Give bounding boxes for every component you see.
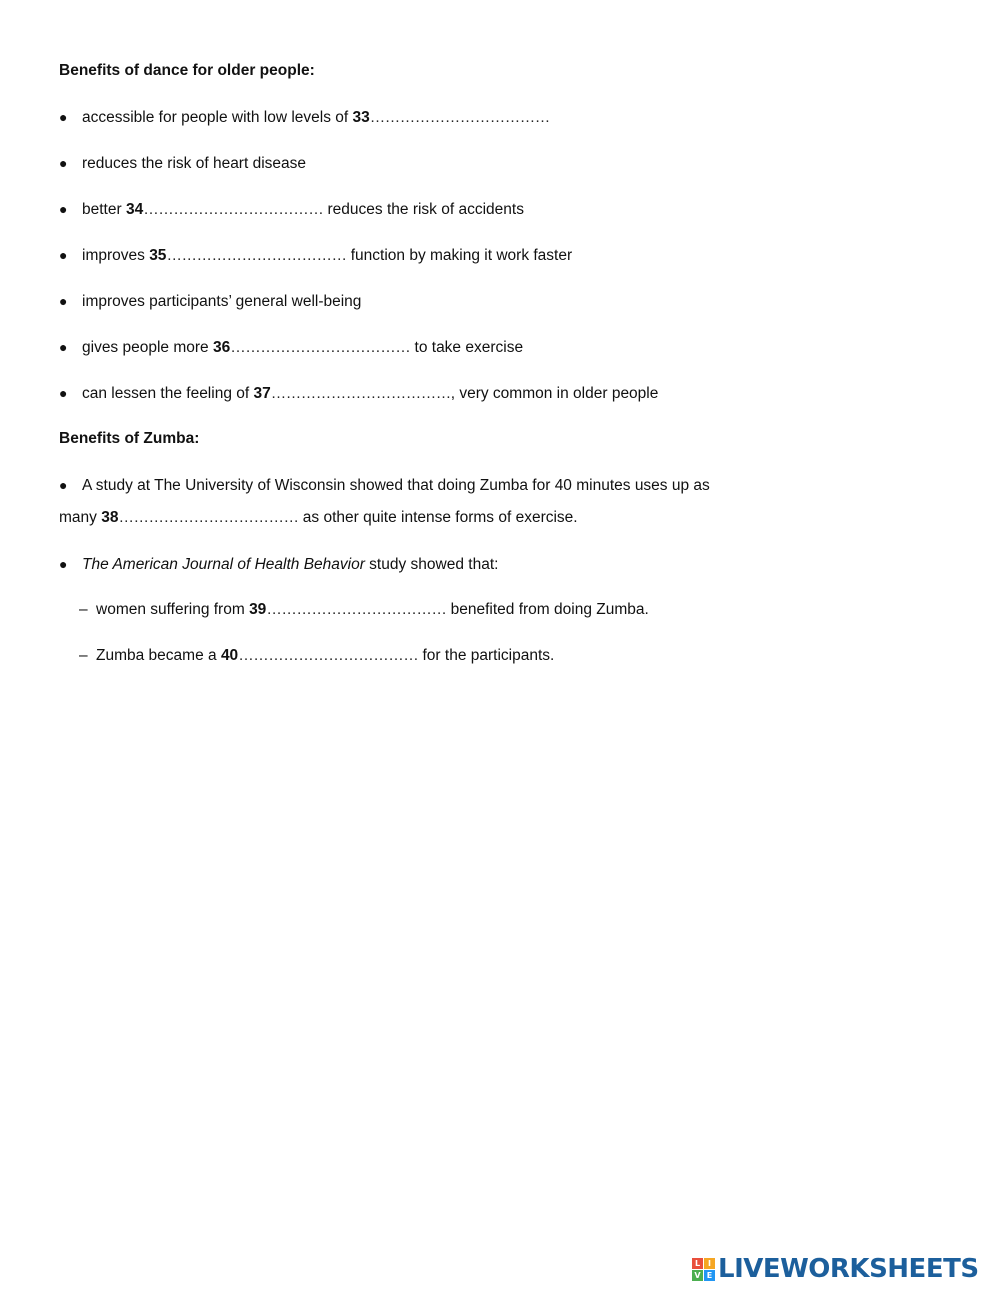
answer-gap-36[interactable]: ……………………………… (230, 339, 411, 356)
item-text: gives people more (82, 339, 213, 356)
sub-item-40 (79, 645, 554, 667)
logo-text: LIVEWORKSHEETS (718, 1254, 979, 1284)
item-text: can lessen the feeling of (82, 385, 254, 402)
bullet-icon: ● (59, 477, 68, 493)
list-item-wellbeing (59, 290, 361, 313)
logo-mark-tile: I (704, 1258, 715, 1269)
bullet-icon: ● (59, 293, 68, 309)
logo-mark-icon (692, 1258, 715, 1281)
item-text-after: reduces the risk of accidents (323, 201, 524, 218)
list-item-34 (59, 198, 524, 221)
dash-icon: – (79, 647, 88, 664)
bullet-icon: ● (59, 109, 68, 125)
bullet-icon: ● (59, 556, 68, 572)
item-text: improves (82, 247, 150, 264)
list-item-journal (59, 553, 498, 576)
question-number: 38 (101, 509, 119, 526)
answer-gap-40[interactable]: ……………………………… (238, 647, 419, 664)
item-text: improves participants’ general well-being (82, 293, 362, 310)
list-item-38-continuation (59, 507, 578, 529)
list-item-33 (59, 106, 550, 129)
question-number: 39 (249, 601, 267, 618)
question-number: 33 (352, 109, 370, 126)
item-text-after: benefited from doing Zumba. (446, 601, 649, 618)
section-heading-dance: Benefits of dance for older people: (59, 62, 315, 79)
bullet-icon: ● (59, 339, 68, 355)
question-number: 34 (125, 201, 144, 218)
list-item-37 (59, 382, 658, 405)
list-item-wisconsin (59, 474, 710, 497)
logo-mark-tile: L (692, 1258, 703, 1269)
section-heading-zumba: Benefits of Zumba: (59, 430, 200, 447)
bullet-icon: ● (59, 247, 68, 263)
liveworksheets-logo[interactable] (692, 1254, 979, 1284)
list-item-heart (59, 152, 306, 175)
answer-gap-39[interactable]: ……………………………… (266, 601, 447, 618)
item-text-after: to take exercise (410, 339, 524, 356)
dash-icon: – (79, 601, 88, 618)
item-text: better (82, 201, 126, 218)
item-text: many (59, 509, 102, 526)
item-text-after: for the participants. (418, 647, 555, 664)
item-text: women suffering from (96, 601, 250, 618)
item-text-after: function by making it work faster (346, 247, 573, 264)
item-text-after: as other quite intense forms of exercise. (298, 509, 578, 526)
list-item-36 (59, 336, 523, 359)
answer-gap-35[interactable]: ……………………………… (166, 247, 347, 264)
sub-item-39 (79, 599, 649, 621)
item-text: accessible for people with low levels of (82, 109, 353, 126)
answer-gap-37[interactable]: ……………………………… (270, 385, 451, 402)
journal-title: The American Journal of Health Behavior (82, 556, 365, 573)
logo-mark-tile: E (704, 1270, 715, 1281)
answer-gap-33[interactable]: ……………………………… (369, 109, 550, 126)
item-text: Zumba became a (96, 647, 221, 664)
bullet-icon: ● (59, 155, 68, 171)
item-text: study showed that: (364, 556, 499, 573)
question-number: 40 (220, 647, 239, 664)
answer-gap-38[interactable]: ……………………………… (118, 509, 299, 526)
bullet-icon: ● (59, 201, 68, 217)
question-number: 36 (212, 339, 231, 356)
logo-mark-tile: V (692, 1270, 703, 1281)
item-text-after: , very common in older people (450, 385, 659, 402)
bullet-icon: ● (59, 385, 68, 401)
answer-gap-34[interactable]: ……………………………… (143, 201, 324, 218)
item-text: A study at The University of Wisconsin showed that doing Zumba for 40 minutes uses up as (82, 477, 710, 494)
question-number: 37 (253, 385, 271, 402)
question-number: 35 (149, 247, 167, 264)
item-text: reduces the risk of heart disease (82, 155, 307, 172)
list-item-35 (59, 244, 572, 267)
